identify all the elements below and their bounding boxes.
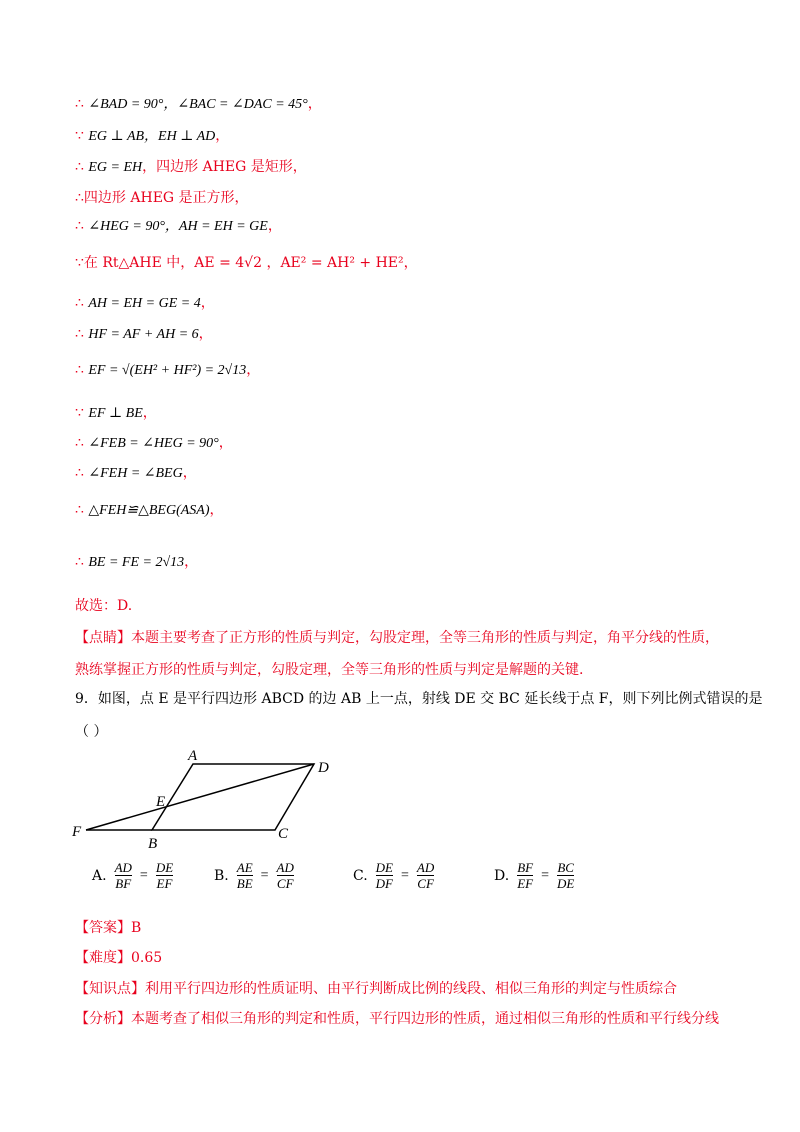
- comment-line-2: 熟练掌握正方形的性质与判定，勾股定理，全等三角形的性质与判定是解题的关键.: [75, 662, 584, 678]
- proof-math: ∠BAD = 90°，∠BAC = ∠DAC = 45°: [88, 97, 308, 112]
- label-c: C: [278, 826, 289, 842]
- comment-line-1: 【点睛】本题主要考查了正方形的性质与判定，勾股定理，全等三角形的性质与判定，角平分线的性质，: [75, 630, 719, 646]
- ray-df: [86, 764, 314, 830]
- question-paren: （ ）: [75, 724, 108, 740]
- proof-line-11: ∴ ∠FEB = ∠HEG = 90°，: [75, 435, 233, 451]
- fraction: $\frac{BF}{EF}$: [517, 860, 534, 891]
- option-c[interactable]: C. $\frac{DE}{DF}$ = $\frac{AD}{CF}$: [353, 860, 435, 891]
- comment-tag: 【点睛】: [75, 630, 131, 646]
- proof-line-14: ∴ BE = FE = 2√13，: [75, 554, 199, 570]
- label-f: F: [72, 824, 82, 840]
- difficulty-tag: 【难度】: [75, 950, 131, 966]
- proof-line-2: ∵ EG ⊥ AB，EH ⊥ AD，: [75, 128, 230, 144]
- proof-line-9: ∴ EF = √(EH² + HF²) = 2√13，: [75, 362, 261, 378]
- proof-line-12: ∴ ∠FEH = ∠BEG，: [75, 465, 197, 481]
- analysis-line: [75, 1009, 719, 1029]
- proof-line-7: ∴ AH = EH = GE = 4，: [75, 295, 215, 311]
- answer-value: B: [131, 920, 142, 936]
- fraction: $\frac{AE}{BE}$: [236, 860, 253, 891]
- therefore-symbol: ∴: [75, 96, 84, 112]
- proof-line-5: ∴ ∠HEG = 90°，AH = EH = GE，: [75, 218, 282, 234]
- proof-line-4: ∴四边形 AHEG 是正方形，: [75, 190, 249, 206]
- choose-line: 故选：D.: [75, 598, 133, 614]
- analysis-value: 本题考查了相似三角形的判定和性质，平行四边形的性质，通过相似三角形的性质和平行线分线: [131, 1011, 719, 1027]
- knowledge-line: [75, 979, 677, 999]
- proof-line-13: ∴ △FEH≌△BEG(ASA)，: [75, 502, 224, 518]
- fraction: $\frac{DE}{DF}$: [375, 860, 394, 891]
- proof-line-6: ∵在 Rt△AHE 中，AE = 4√2 ，AE² = AH² + HE²，: [75, 255, 418, 271]
- fraction: $\frac{BC}{DE}$: [556, 860, 575, 891]
- option-b[interactable]: B. $\frac{AE}{BE}$ = $\frac{AD}{CF}$: [214, 860, 294, 891]
- difficulty-line: [75, 948, 162, 968]
- analysis-tag: 【分析】: [75, 1011, 131, 1027]
- answer-line: [75, 918, 141, 938]
- fraction: $\frac{AD}{BF}$: [114, 860, 132, 891]
- fraction: $\frac{AD}{CF}$: [276, 860, 294, 891]
- because-symbol: ∵: [75, 128, 84, 144]
- difficulty-value: 0.65: [131, 950, 163, 966]
- label-a: A: [188, 748, 198, 764]
- proof-line-3: ∴ EG = EH，四边形 AHEG 是矩形，: [75, 159, 307, 175]
- proof-line-10: ∵ EF ⊥ BE，: [75, 405, 157, 421]
- label-b: B: [148, 836, 158, 852]
- knowledge-tag: 【知识点】: [75, 981, 145, 997]
- parallelogram-abcd: [152, 764, 314, 830]
- answer-tag: 【答案】: [75, 920, 131, 936]
- knowledge-value: 利用平行四边形的性质证明、由平行判断成比例的线段、相似三角形的判定与性质综合: [145, 981, 677, 997]
- fraction: $\frac{AD}{CF}$: [416, 860, 435, 891]
- option-d[interactable]: D. $\frac{BF}{EF}$ = $\frac{BC}{DE}$: [494, 860, 575, 891]
- question-text: 9．如图，点 E 是平行四边形 ABCD 的边 AB 上一点，射线 DE 交 BC 延长线于点 F，则下列比例式错误的是: [75, 691, 763, 707]
- label-e: E: [156, 794, 166, 810]
- proof-line-1: ∴ ∠BAD = 90°，∠BAC = ∠DAC = 45°，: [75, 96, 322, 112]
- option-a[interactable]: A. $\frac{AD}{BF}$ = $\frac{DE}{EF}$: [92, 860, 174, 891]
- fraction: $\frac{DE}{EF}$: [155, 860, 174, 891]
- label-d: D: [318, 760, 329, 776]
- proof-line-8: ∴ HF = AF + AH = 6，: [75, 326, 213, 342]
